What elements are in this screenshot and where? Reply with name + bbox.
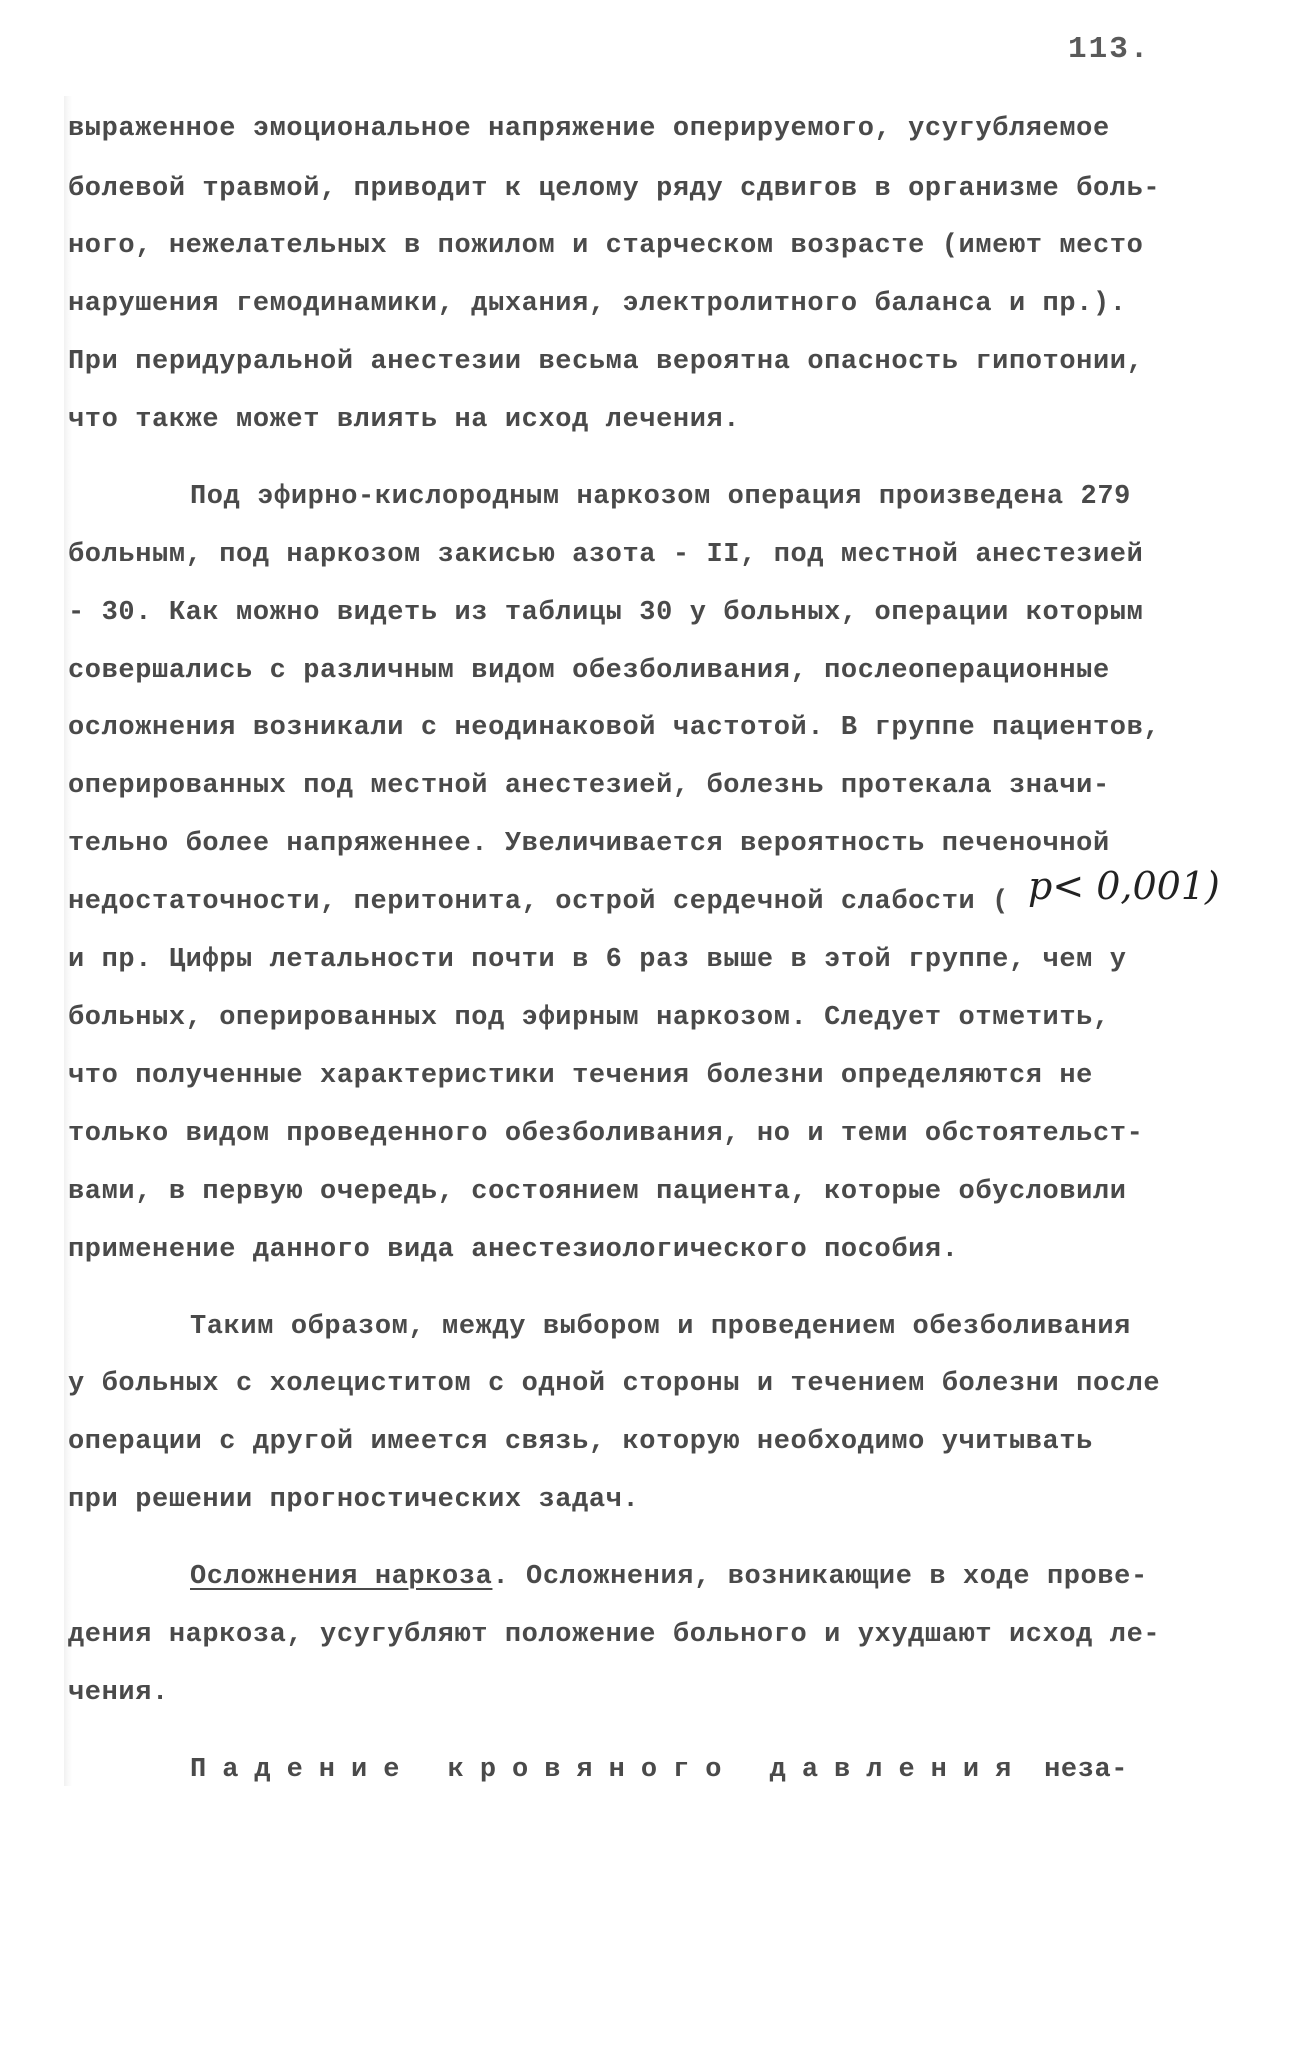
text-span: неза- [1027, 1755, 1129, 1785]
page-number: 113. [1068, 32, 1151, 67]
text-line: нарушения гемодинамики, дыхания, электролитного баланса и пр.). [68, 289, 1127, 319]
text-line: только видом проведенного обезболивания, но и теми обстоятельст- [68, 1119, 1144, 1149]
text-line: - 30. Как можно видеть из таблицы 30 у больных, операции которым [68, 598, 1144, 628]
text-line: осложнения возникали с неодинаковой частотой. В группе пациентов, [68, 713, 1161, 743]
text-line: При перидуральной анестезии весьма вероятна опасность гипотонии, [68, 347, 1144, 377]
text-line: недостаточности, перитонита, острой сердечной слабости ( [68, 887, 1009, 917]
text-line: болевой травмой, приводит к целому ряду сдвигов в организме боль- [68, 174, 1161, 204]
text-line: дения наркоза, усугубляют положение больного и ухудшают исход ле- [68, 1620, 1161, 1650]
text-line: тельно более напряженнее. Увеличивается вероятность печеночной [68, 829, 1110, 859]
text-line: оперированных под местной анестезией, болезнь протекала значи- [68, 771, 1110, 801]
section-heading: Осложнения наркоза [190, 1562, 493, 1592]
text-line: совершались с различным видом обезболивания, послеоперационные [68, 656, 1110, 686]
text-line: Таким образом, между выбором и проведением обезболивания [190, 1312, 1131, 1342]
text-line: применение данного вида анестезиологического пособия. [68, 1235, 959, 1265]
text-line: чения. [68, 1678, 169, 1708]
text-line: при решении прогностических задач. [68, 1485, 640, 1515]
text-line: у больных с холециститом с одной стороны и течением болезни после [68, 1369, 1161, 1399]
text-line: что также может влиять на исход лечения. [68, 405, 741, 435]
text-line: больных, оперированных под эфирным наркозом. Следует отметить, [68, 1003, 1110, 1033]
text-line: и пр. Цифры летальности почти в 6 раз выше в этой группе, чем у [68, 945, 1127, 975]
text-line: выраженное эмоциональное напряжение оперируемого, усугубляемое [68, 114, 1110, 144]
text-span: . Осложнения, возникающие в ходе прове- [492, 1562, 1148, 1592]
text-line: ного, нежелательных в пожилом и старческом возрасте (имеют место [68, 231, 1144, 261]
text-line: больным, под наркозом закисью азота - II, под местной анестезией [68, 540, 1144, 570]
spaced-heading: Падение кровяного давления [190, 1755, 1028, 1785]
text-line: что полученные характеристики течения болезни определяются не [68, 1061, 1093, 1091]
section-heading-line [190, 1560, 1148, 1594]
text-line: вами, в первую очередь, состоянием пациента, которые обусловили [68, 1177, 1127, 1207]
handwritten-p-value: p< 0,001) [1028, 864, 1220, 908]
text-line: операции с другой имеется связь, которую необходимо учитывать [68, 1427, 1093, 1457]
spaced-heading-line [190, 1753, 1128, 1787]
text-line: Под эфирно-кислородным наркозом операция произведена 279 [190, 482, 1131, 512]
